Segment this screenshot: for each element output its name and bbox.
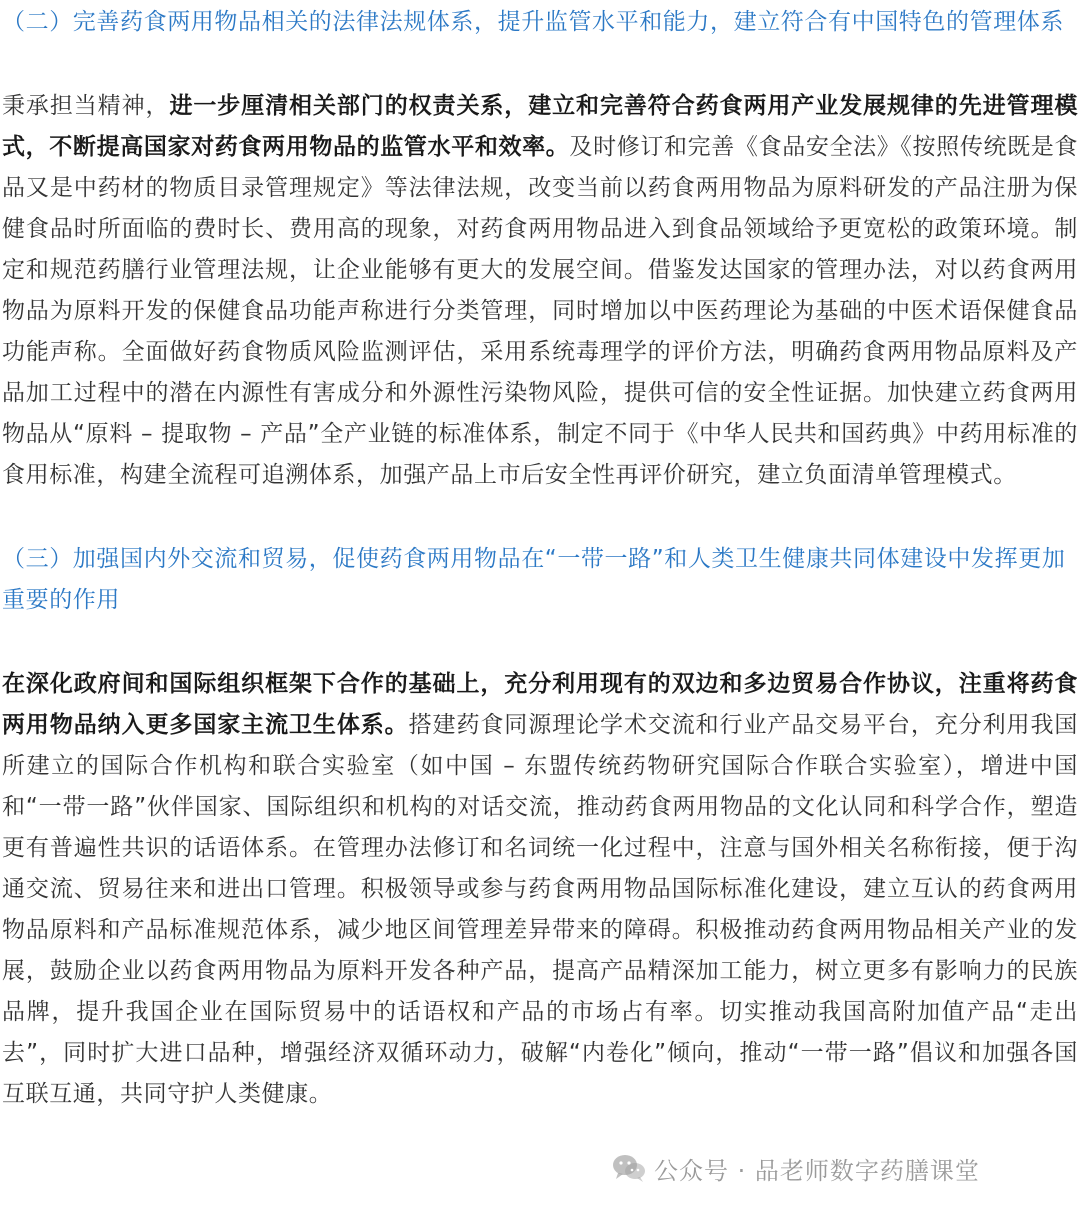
watermark-text: 公众号 · 品老师数字药膳课堂: [654, 1156, 980, 1185]
watermark: [612, 1146, 980, 1190]
paragraph-bold-text: 进一步厘清相关部门的权责关系，建立和完善符合药食两用产业发展规律的先进管理模式，不断提高国家对药食两用物品的监管水平和效率。: [2, 93, 1078, 160]
section-paragraph-3: [0, 664, 1080, 1115]
section-heading-3: （三）加强国内外交流和贸易，促使药食两用物品在“一带一路”和人类卫生健康共同体建设中发挥更加重要的作用: [2, 546, 1066, 613]
paragraph-body-text: 及时修订和完善《食品安全法》《按照传统既是食品又是中药材的物质目录管理规定》等法律法规，改变当前以药食两用物品为原料研发的产品注册为保健食品时所面临的费时长、费用高的现象，对药食两用物品进入到食品领域给予更宽松的政策环境。制定和规范药膳行业管理法规，让企业能够有更大的发展空间。借鉴发达国家的管理办法，对以药食两用物品为原料开发的保健食品功能声称进行分类管理，同时增加以中医药理论为基础的中医术语保健食品功能声称。全面做好药食物质风险监测评估，采用系统毒理学的评价方法，明确药食两用物品原料及产品加工过程中的潜在内源性有害成分和外源性污染物风险，提供可信的安全性证据。加快建立药食两用物品从“原料 – 提取物 – 产品”全产业链的标准体系，制定不同于《中华人民共和国药典》中药用标准的食用标准，构建全流程可追溯体系，加强产品上市后安全性再评价研究，建立负面清单管理模式。: [2, 134, 1079, 488]
section-heading-2: （二）完善药食两用物品相关的法律法规体系，提升监管水平和能力，建立符合有中国特色的管理体系: [2, 9, 1064, 35]
paragraph-bold-text: 在深化政府间和国际组织框架下合作的基础上，充分利用现有的双边和多边贸易合作协议，注重将药食两用物品纳入更多国家主流卫生体系。: [2, 671, 1078, 738]
wechat-icon: [612, 1153, 646, 1183]
section-paragraph-2: [0, 86, 1080, 496]
paragraph-lead-text: 秉承担当精神，: [2, 93, 170, 119]
paragraph-body-text: 搭建药食同源理论学术交流和行业产品交易平台，充分利用我国所建立的国际合作机构和联合实验室（如中国 – 东盟传统药物研究国际合作联合实验室），增进中国和“一带一路”伙伴国家、国际组织和机构的对话交流，推动药食两用物品的文化认同和科学合作，塑造更有普遍性共识的话语体系。在管理办法修订和名词统一化过程中，注意与国外相关名称衔接，便于沟通交流、贸易往来和进出口管理。积极领导或参与药食两用物品国际标准化建设，建立互认的药食两用物品原料和产品标准规范体系，减少地区间管理差异带来的障碍。积极推动药食两用物品相关产业的发展，鼓励企业以药食两用物品为原料开发各种产品，提高产品精深加工能力，树立更多有影响力的民族品牌，提升我国企业在国际贸易中的话语权和产品的市场占有率。切实推动我国高附加值产品“走出去”，同时扩大进口品种，增强经济双循环动力，破解“内卷化”倾向，推动“一带一路”倡议和加强各国互联互通，共同守护人类健康。: [2, 712, 1078, 1107]
